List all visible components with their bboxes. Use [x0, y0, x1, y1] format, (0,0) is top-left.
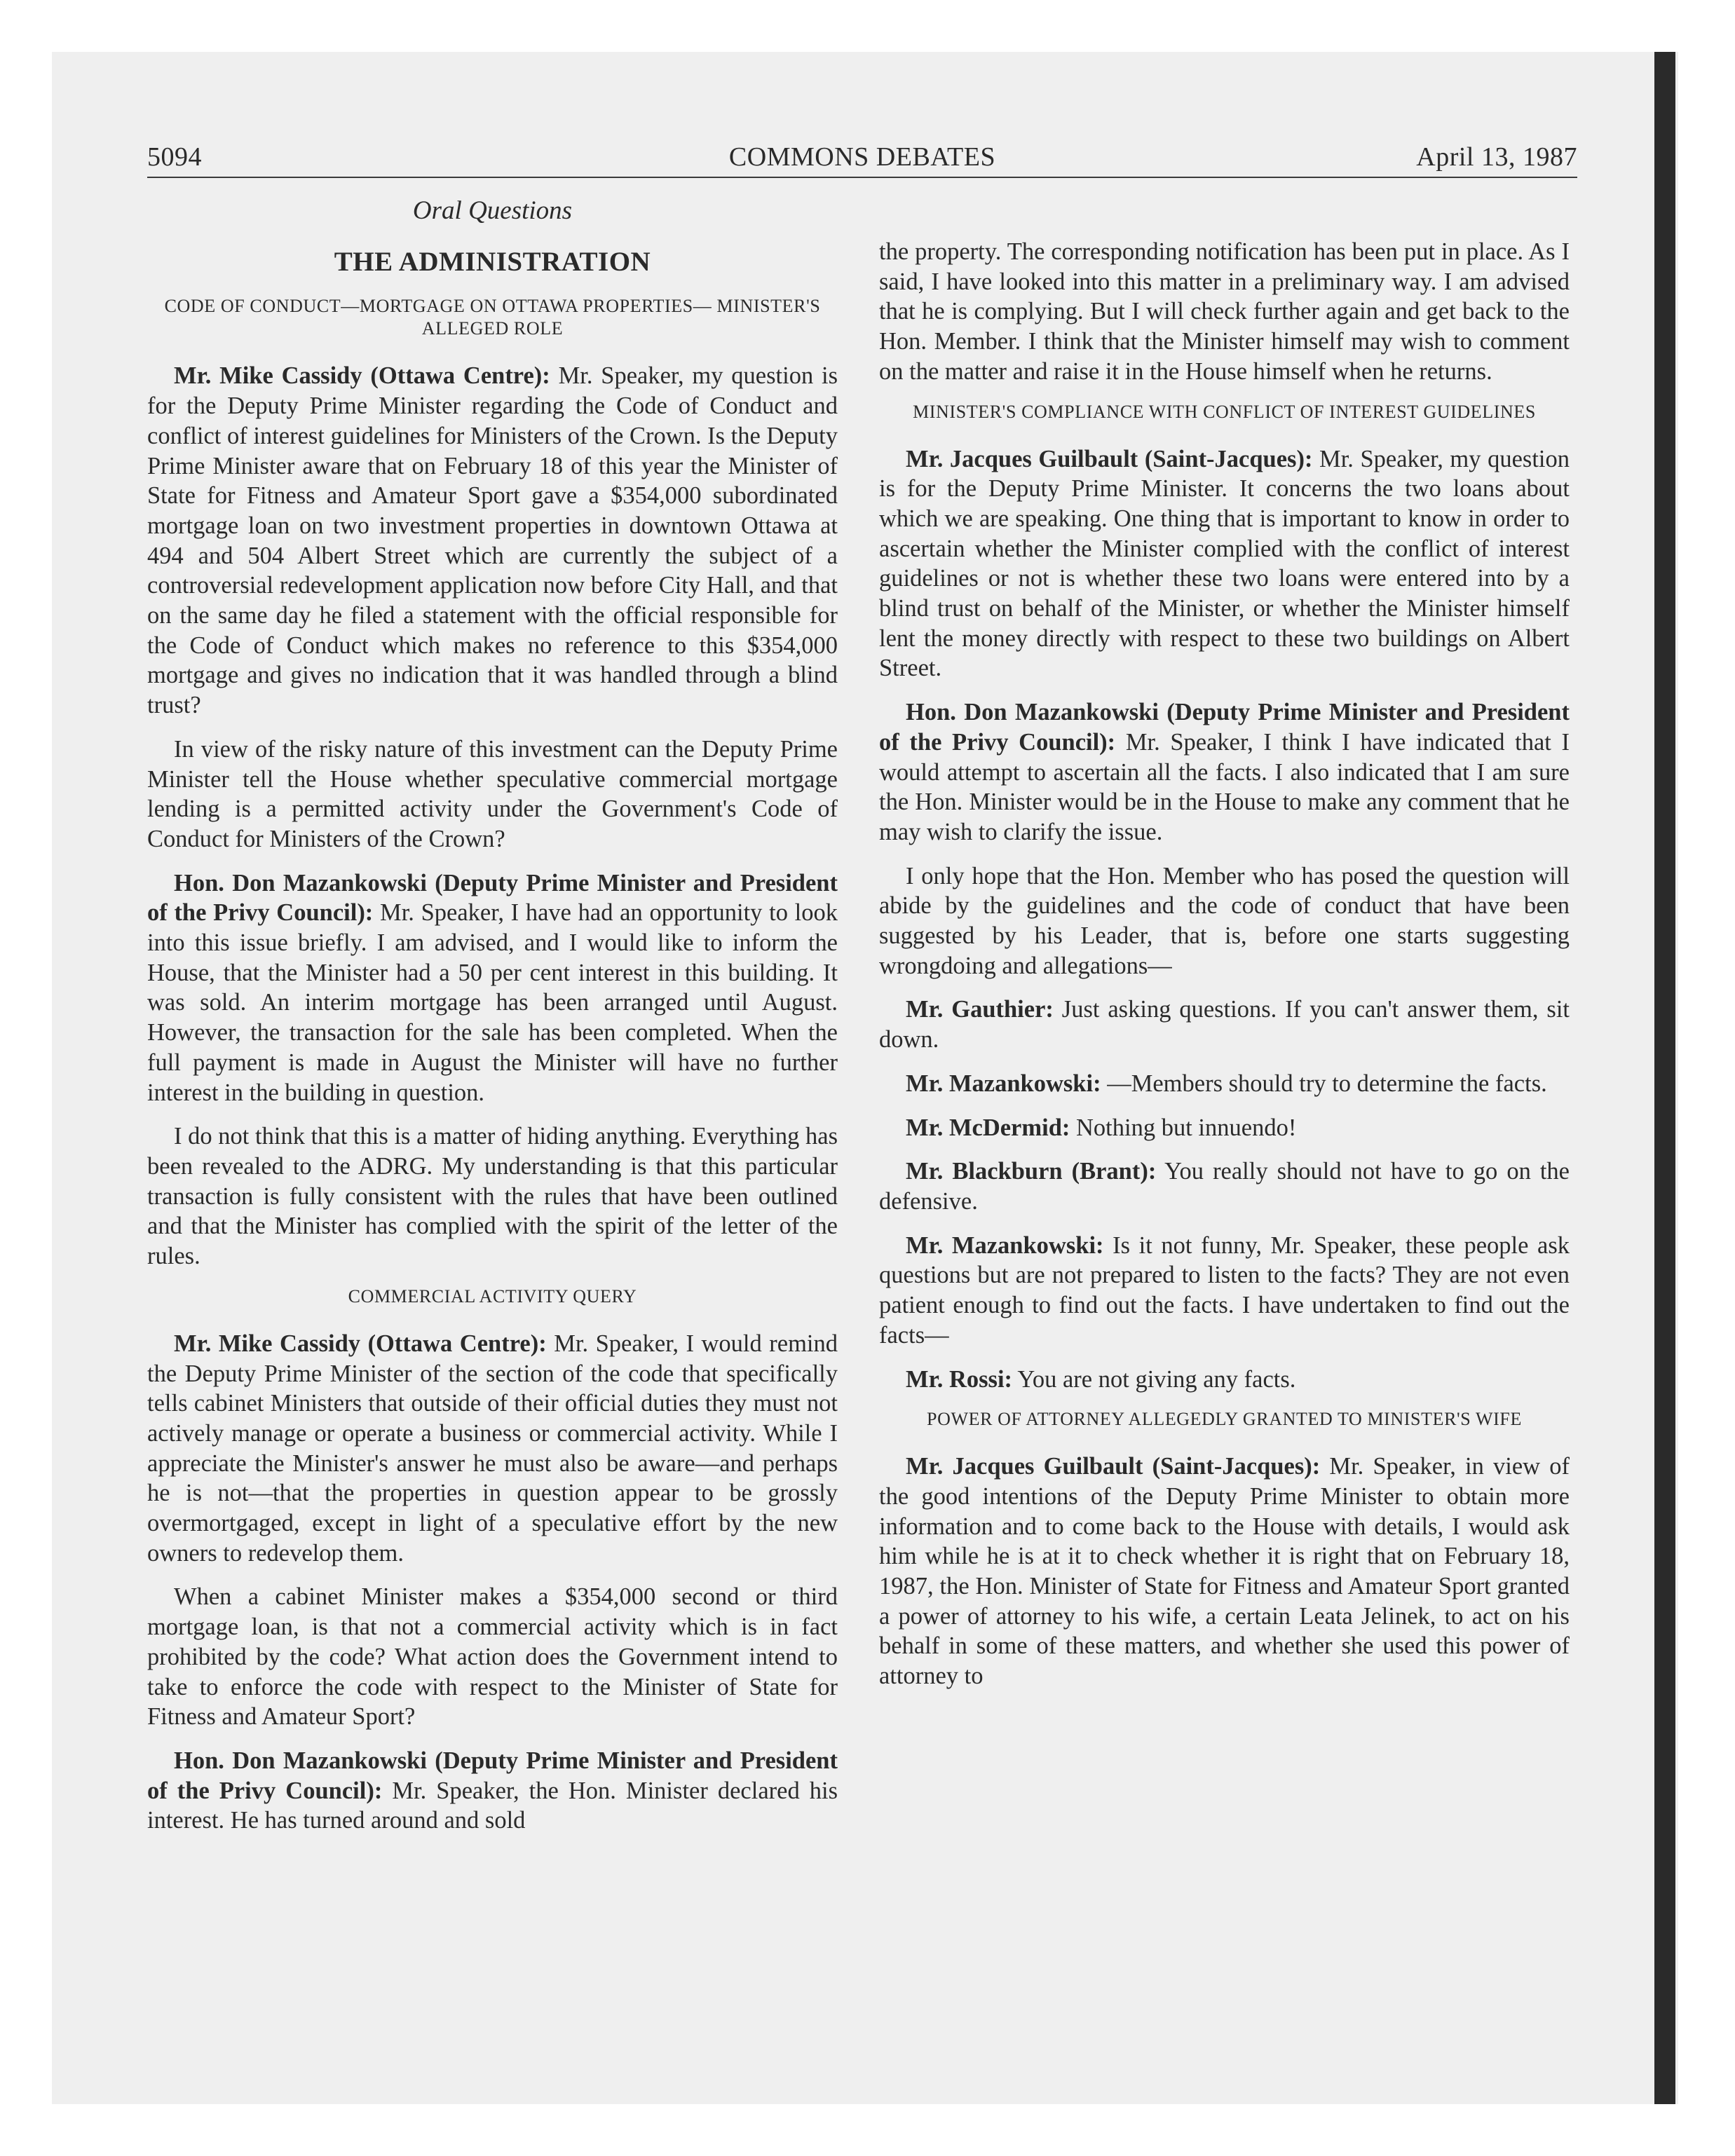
- subheading: MINISTER'S COMPLIANCE WITH CONFLICT OF INTEREST GUIDELINES: [913, 401, 1536, 422]
- paragraph: [879, 444, 1570, 684]
- paragraph-text: You are not giving any facts.: [1012, 1365, 1296, 1393]
- running-header: [147, 142, 1577, 177]
- header-date: April 13, 1987: [1416, 142, 1577, 172]
- scan-edge-bar: [1654, 52, 1675, 2104]
- paragraph: I do not think that this is a matter of hiding anything. Everything has been revealed to the ADRG. My understanding is that this particular transaction is fully consistent with the rules that have been outlined and that the Minister has complied with the spirit of the letter of the rules.: [147, 1123, 838, 1270]
- speaker-name: Mr. Mazankowski:: [906, 1231, 1104, 1259]
- paragraph: [147, 361, 838, 720]
- paragraph: [879, 1157, 1570, 1216]
- right-column: [879, 237, 1570, 1705]
- header-rule: [147, 177, 1577, 178]
- paragraph: [147, 868, 838, 1108]
- paragraph: [879, 697, 1570, 847]
- paragraph-text: Nothing but innuendo!: [1070, 1114, 1297, 1141]
- speaker-name: Hon. Don Mazankowski (Deputy Prime Minister and President of the Privy Council):: [147, 869, 838, 927]
- paragraph: [147, 1329, 838, 1569]
- paragraph: In view of the risky nature of this investment can the Deputy Prime Minister tell the House whether speculative commercial mortgage lending is a permitted activity under the Government's Code of Conduct for Ministers of the Crown?: [147, 735, 838, 852]
- speaker-name: Mr. Mike Cassidy (Ottawa Centre):: [174, 1330, 547, 1357]
- speaker-name: Mr. Gauthier:: [906, 996, 1054, 1023]
- paragraph-text: Mr. Speaker, I would remind the Deputy Prime Minister of the section of the code that specifically tells cabinet Ministers that outside of their official duties they must not actively manage or operate a business or commercial activity. While I appreciate the Minister's answer he must also be aware—and perhaps he is not—that the properties in question appear to be grossly overmortgaged, except in light of a speculative effort by the new owners to redevelop them.: [147, 1330, 838, 1567]
- paragraph-text: Mr. Speaker, I think I have indicated that I would attempt to ascertain all the facts. I also indicated that I am sure the Hon. Minister would be in the House to make any comment that he may wish to clarify the issue.: [879, 728, 1570, 845]
- speaker-name: Mr. Mazankowski:: [906, 1070, 1101, 1097]
- page-number: 5094: [147, 142, 202, 172]
- speaker-name: Mr. McDermid:: [906, 1114, 1070, 1141]
- paragraph: [879, 1231, 1570, 1351]
- section-title: THE ADMINISTRATION: [334, 246, 651, 277]
- subheading: CODE OF CONDUCT—MORTGAGE ON OTTAWA PROPERTIES— MINISTER'S ALLEGED ROLE: [164, 296, 821, 339]
- paragraph-text: —Members should try to determine the facts.: [1101, 1070, 1547, 1097]
- paragraph: the property. The corresponding notification has been put in place. As I said, I have looked into this matter in a preliminary way. I am advised that he is complying. But I will check further again and get back to the Hon. Member. I think that the Minister himself may wish to comment on the matter and raise it in the House himself when he returns.: [879, 238, 1570, 385]
- paragraph: [879, 1113, 1570, 1143]
- paragraph-text: Just asking questions. If you can't answer them, sit down.: [879, 996, 1570, 1053]
- speaker-name: Mr. Mike Cassidy (Ottawa Centre):: [174, 362, 550, 390]
- left-column: [147, 191, 838, 1850]
- paragraph: [879, 1365, 1570, 1395]
- paragraph-text: Mr. Speaker, I have had an opportunity to look into this issue briefly. I am advised, and I would like to inform the House, that the Minister had a 50 per cent interest in this building. It was sold. An interim mortgage has been arranged until August. However, the transaction for the sale has been completed. When the full payment is made in August the Minister will have no further interest in the building in question.: [147, 899, 838, 1106]
- paragraph: [879, 1069, 1570, 1099]
- section-label: Oral Questions: [412, 196, 573, 225]
- speaker-name: Mr. Jacques Guilbault (Saint-Jacques):: [906, 445, 1313, 472]
- subheading: COMMERCIAL ACTIVITY QUERY: [348, 1285, 637, 1306]
- paragraph: [147, 1746, 838, 1836]
- paragraph-text: Mr. Speaker, the Hon. Minister declared his interest. He has turned around and sold: [147, 1777, 838, 1834]
- paragraph-text: Mr. Speaker, in view of the good intentions of the Deputy Prime Minister to obtain more information and to come back to the House with details, I would ask him while he is at it to check whether it is right that on February 18, 1987, the Hon. Minister of State for Fitness and Amateur Sport granted a power of attorney to his wife, a certain Leata Jelinek, to act on his behalf in some of these matters, and whether she used this power of attorney to: [879, 1453, 1570, 1690]
- paragraph-text: Mr. Speaker, my question is for the Deputy Prime Minister. It concerns the two loans about which we are speaking. One thing that is important to know in order to ascertain whether the Minister complied with the conflict of interest guidelines or not is whether these two loans were entered into by a blind trust on behalf of the Minister, or whether the Minister himself lent the money directly with respect to these two buildings on Albert Street.: [879, 445, 1570, 682]
- paragraph-text: Mr. Speaker, my question is for the Deputy Prime Minister regarding the Code of Conduct and conflict of interest guidelines for Ministers of the Crown. Is the Deputy Prime Minister aware that on February 18 of this year the Minister of State for Fitness and Amateur Sport gave a $354,000 subordinated mortgage loan on two investment properties in downtown Ottawa at 494 and 504 Albert Street which are currently the subject of a controversial redevelopment application now before City Hall, and that on the same day he filed a statement with the official responsible for the Code of Conduct which makes no reference to this $354,000 mortgage and gives no indication that it was handled through a blind trust?: [147, 362, 838, 719]
- publication-title: COMMONS DEBATES: [728, 142, 996, 172]
- paragraph-text: Is it not funny, Mr. Speaker, these people ask questions but are not prepared to listen to the facts? They are not even patient enough to find out the facts. I have undertaken to find out the facts—: [879, 1231, 1570, 1349]
- paragraph: [879, 1452, 1570, 1691]
- paragraph: When a cabinet Minister makes a $354,000 second or third mortgage loan, is that not a commercial activity which is in fact prohibited by the code? What action does the Government intend to take to enforce the code with respect to the Minister of State for Fitness and Amateur Sport?: [147, 1583, 838, 1731]
- paragraph: I only hope that the Hon. Member who has posed the question will abide by the guidelines and the code of conduct that have been suggested by his Leader, that is, before one starts suggesting wrongdoing and allegations—: [879, 862, 1570, 979]
- speaker-name: Hon. Don Mazankowski (Deputy Prime Minister and President of the Privy Council):: [147, 1747, 838, 1804]
- speaker-name: Hon. Don Mazankowski (Deputy Prime Minister and President of the Privy Council):: [879, 699, 1570, 756]
- speaker-name: Mr. Jacques Guilbault (Saint-Jacques):: [906, 1453, 1321, 1480]
- subheading: POWER OF ATTORNEY ALLEGEDLY GRANTED TO MINISTER'S WIFE: [927, 1409, 1522, 1430]
- paragraph-text: You really should not have to go on the defensive.: [879, 1158, 1570, 1215]
- speaker-name: Mr. Blackburn (Brant):: [906, 1158, 1157, 1185]
- speaker-name: Mr. Rossi:: [906, 1365, 1013, 1393]
- paragraph: [879, 995, 1570, 1054]
